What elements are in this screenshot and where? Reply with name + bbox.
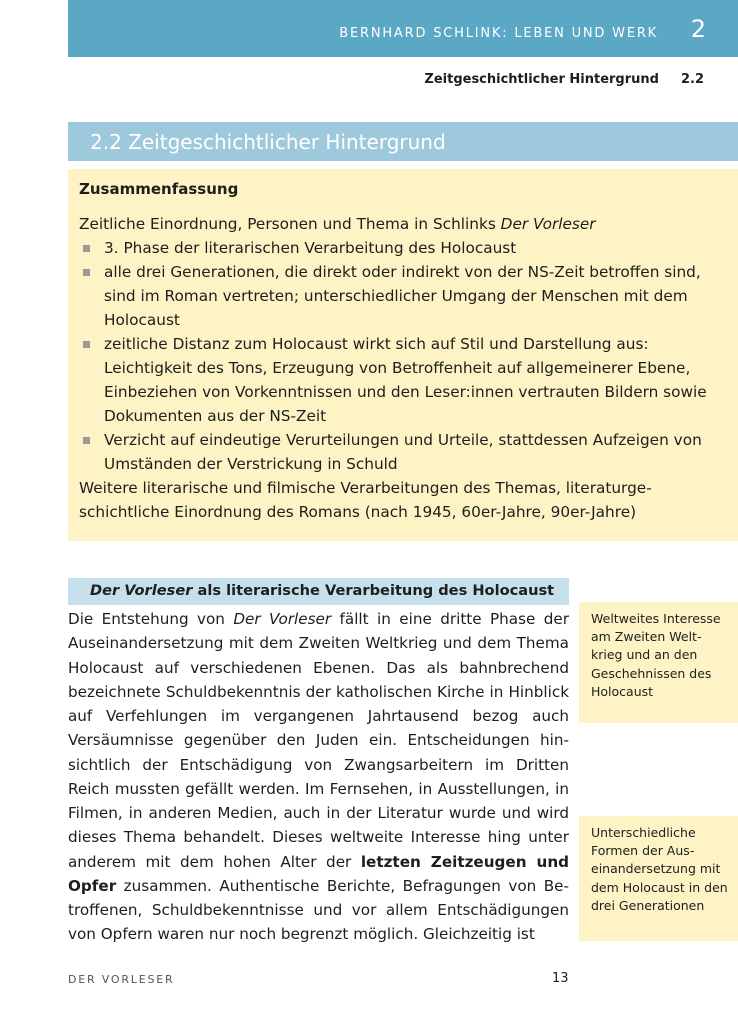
margin-note xyxy=(579,602,738,723)
page-number: 13 xyxy=(552,971,569,986)
chapter-title: BERNHARD SCHLINK: LEBEN UND WERK xyxy=(339,26,658,41)
summary-box xyxy=(68,169,738,541)
body-paragraph xyxy=(68,607,569,947)
summary-body xyxy=(79,212,719,524)
summary-intro xyxy=(79,212,719,236)
chapter-header-bar xyxy=(68,0,738,57)
summary-heading: Zusammenfassung xyxy=(79,180,239,198)
section-heading-bar xyxy=(68,122,738,161)
running-head xyxy=(424,72,704,87)
body-text-3: zusammen. Authentische Berichte, Befragungen von Betroffenen, Schuldbekenntnisse und vor allem Entschädigungen von Opfern waren nur noch begrenzt möglich. Gleichzeitig ist xyxy=(68,876,569,944)
footer-book-title: DER VORLESER xyxy=(68,973,175,986)
summary-bullet-list xyxy=(79,236,719,476)
margin-note-text: Weltweites Interesse am Zweiten Weltkrieg und an den Geschehnissen des Holocaust xyxy=(591,611,721,699)
subsection-title-book: Der Vorleser xyxy=(90,582,193,599)
margin-note-text: Unterschiedliche Formen der Auseinandersetzung mit dem Holocaust in den drei Generationen xyxy=(591,825,728,913)
running-head-number: 2.2 xyxy=(680,72,704,87)
body-text-2: fällt in eine dritte Phase der Auseinandersetzung mit dem Zweiten Weltkrieg und dem Thema Holocaust auf verschiedenen Ebenen. Das als bahnbrechend bezeichnete Schuldbekenntnis der katholischen Kirche in Hinblick auf Verfehlungen im vergangenen Jahrtausend bezog auch Versäumnisse gegenüber den Juden ein. Entscheidungen hinsichtlich der Entschädigung von Zwangsarbeitern im Dritten Reich mussten gefällt werden. Im Fernsehen, in Ausstellungen, in Filmen, in anderen Medien, auch in der Literatur wurde und wird dieses Thema behandelt. Dieses weltweite Interesse hing unter anderem mit dem hohen Alter der xyxy=(68,610,570,871)
subsection-heading-bar xyxy=(68,578,569,605)
summary-bullet: alle drei Generationen, die direkt oder indirekt von der NS-Zeit betroffen sind, sind im Roman vertreten; unterschiedlicher Umgang der Menschen mit dem Holocaust xyxy=(79,260,719,332)
summary-bullet: Verzicht auf eindeutige Verurteilungen und Urteile, stattdessen Aufzeigen von Umständen der Verstrickung in Schuld xyxy=(79,428,719,476)
summary-bullet: 3. Phase der literarischen Verarbeitung des Holocaust xyxy=(79,236,719,260)
section-number: 2.2 xyxy=(90,130,122,154)
subsection-title-rest: als literarische Verarbeitung des Holocaust xyxy=(192,582,555,599)
section-title xyxy=(90,130,446,154)
section-title-text: Zeitgeschichtlicher Hintergrund xyxy=(128,130,446,154)
subsection-title xyxy=(90,582,554,599)
body-book-title: Der Vorleser xyxy=(233,610,332,628)
summary-closing: Weitere literarische und filmische Verarbeitungen des Themas, literaturgeschichtliche Einordnung des Romans (nach 1945, 60er-Jahre, 90er-Jahre) xyxy=(79,479,652,521)
running-head-title: Zeitgeschichtlicher Hintergrund xyxy=(424,72,659,87)
summary-bullet: zeitliche Distanz zum Holocaust wirkt sich auf Stil und Darstellung aus: Leichtigkeit des Tons, Erzeugung von Betroffenheit auf allgemeinerer Ebene, Einbeziehen von Vorkenntnissen und den Leser:innen vertrauten Bildern sowie Dokumenten aus der NS-Zeit xyxy=(79,332,719,428)
body-emphasis: letzten Zeitzeugen und Opfer xyxy=(68,852,570,895)
summary-intro-text: Zeitliche Einordnung, Personen und Thema in Schlinks xyxy=(79,215,501,233)
margin-note xyxy=(579,816,738,941)
summary-intro-book-title: Der Vorleser xyxy=(500,215,596,233)
chapter-number: 2 xyxy=(690,15,706,43)
body-text-1: Die Entstehung von xyxy=(68,610,234,628)
